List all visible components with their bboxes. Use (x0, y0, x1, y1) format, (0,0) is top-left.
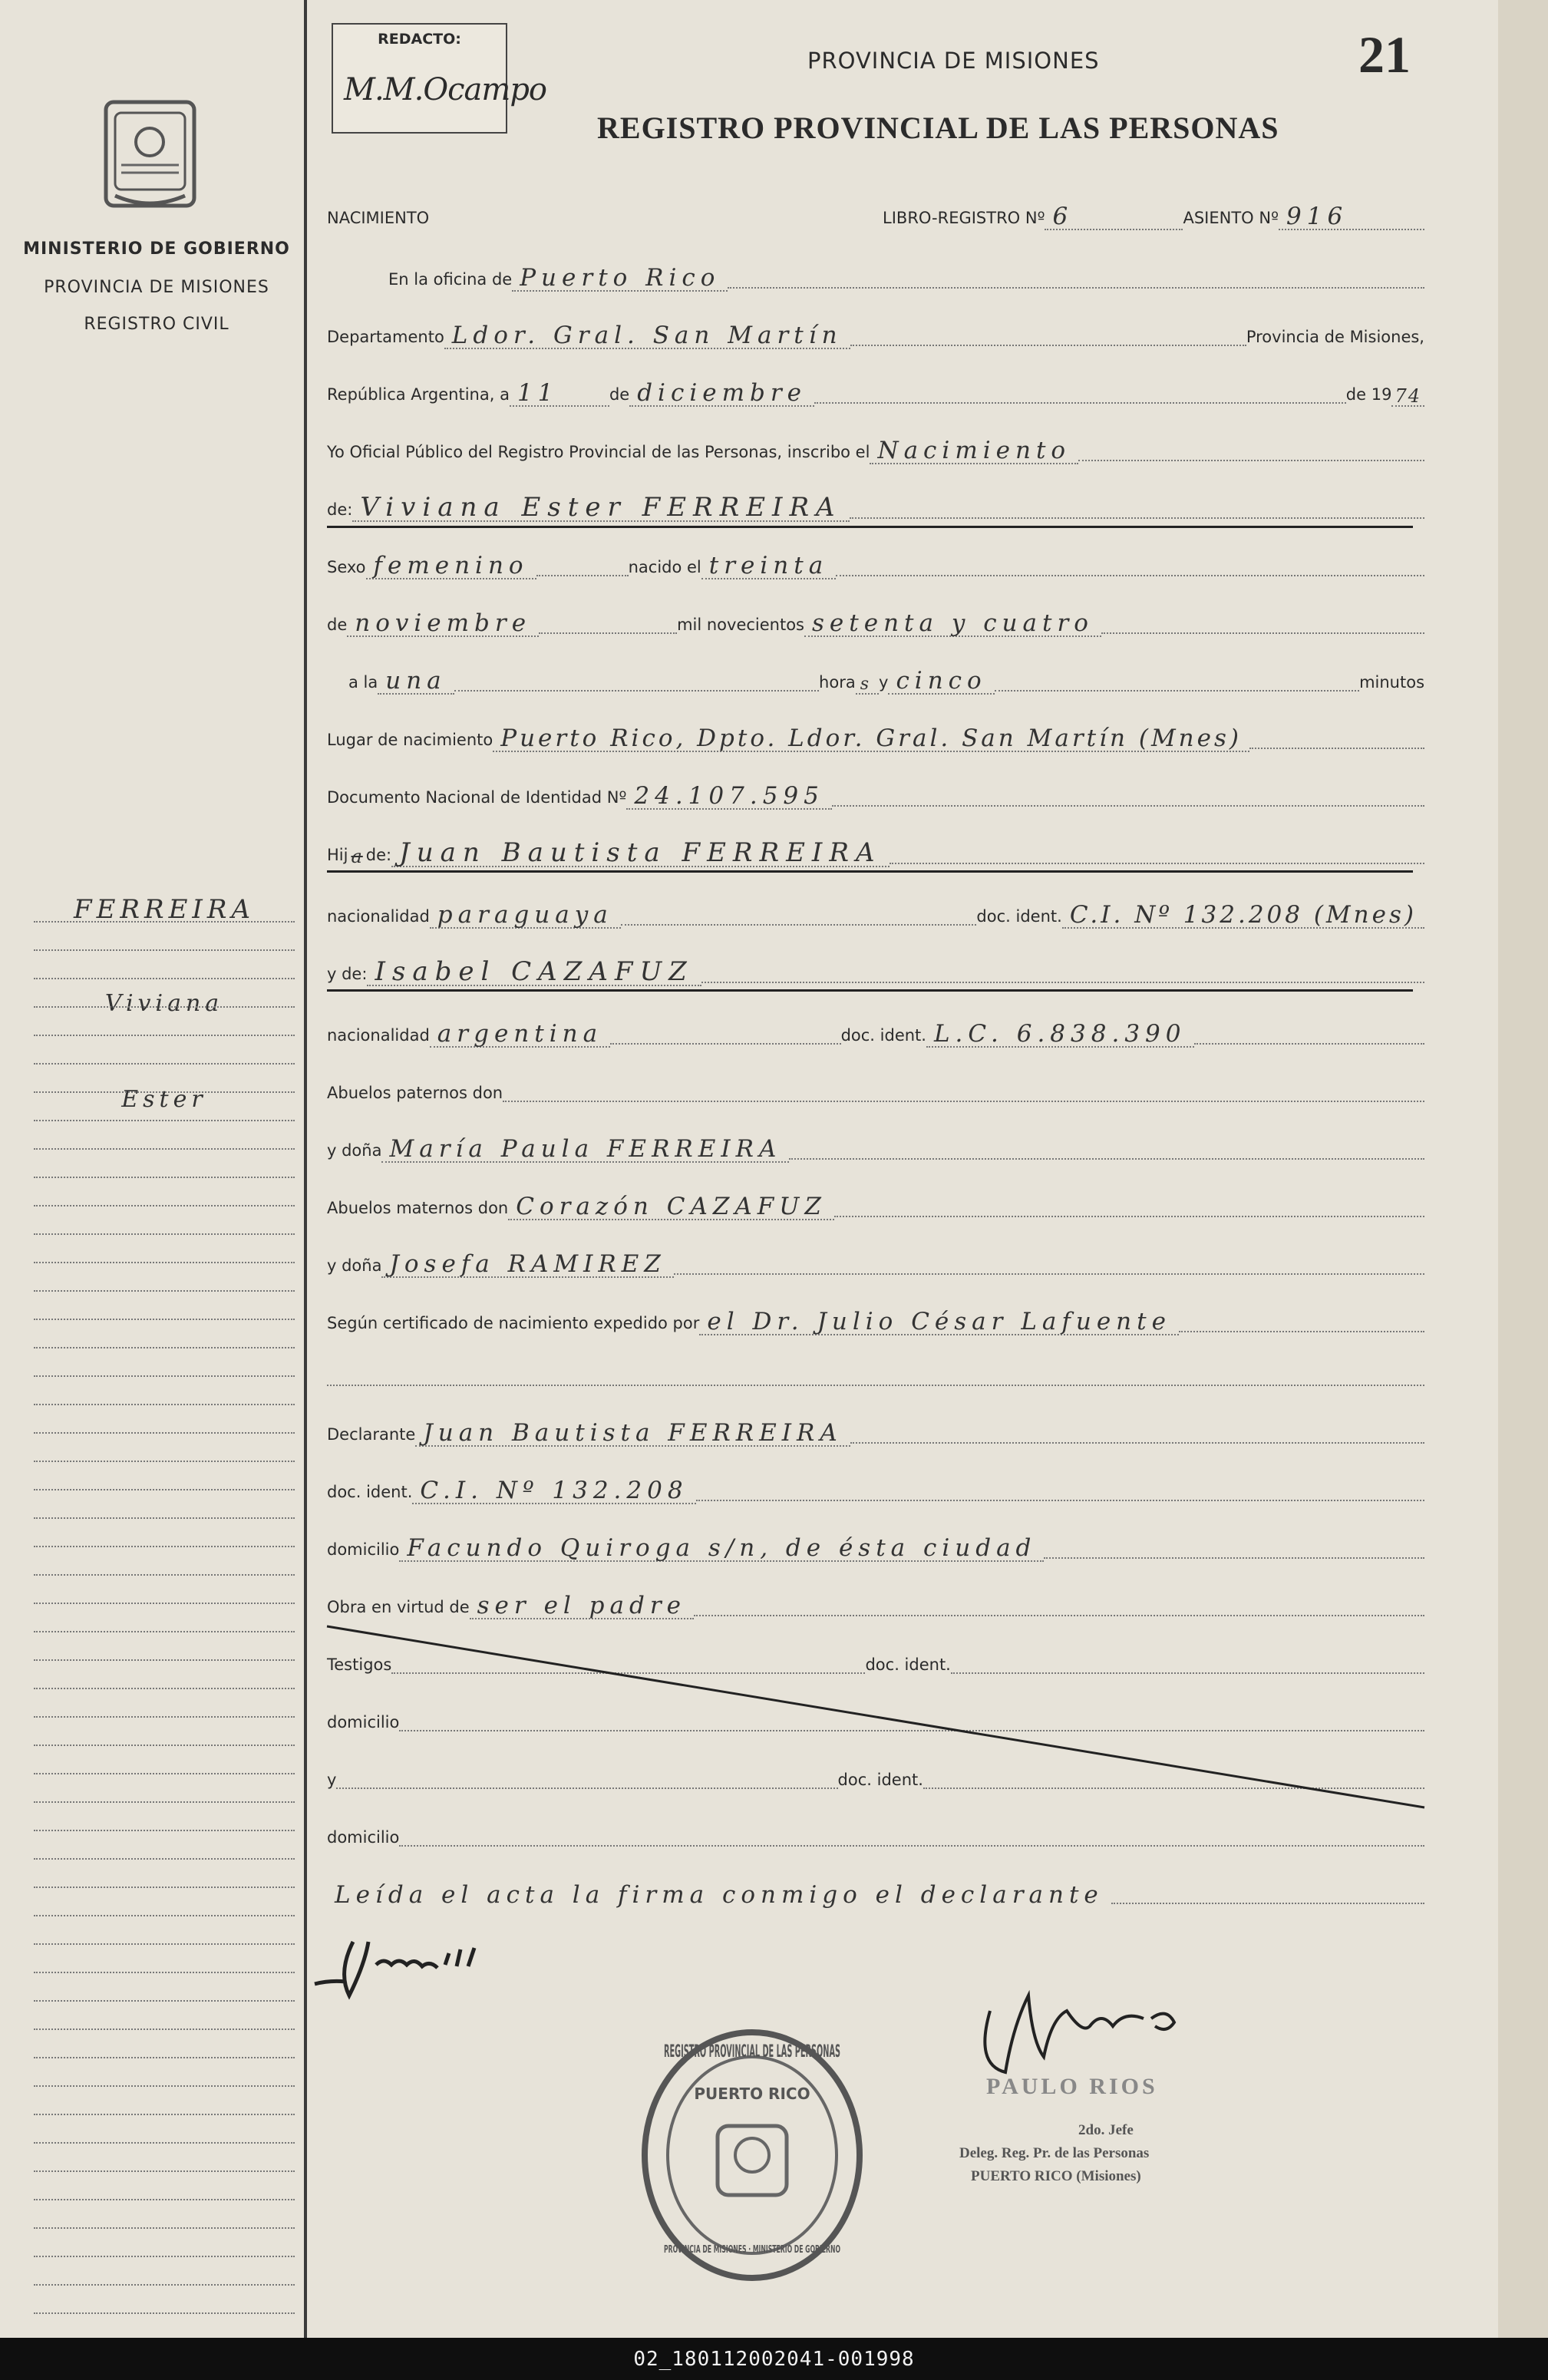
row-nacimiento-mes (327, 606, 1424, 637)
de-label: de (609, 385, 630, 404)
declarante-label: Declarante (327, 1425, 416, 1444)
row-abuelos-paternos (327, 1074, 1424, 1105)
doc-ident-label: doc. ident. (976, 907, 1062, 926)
inscribo-label: Yo Oficial Público del Registro Provincial de las Personas, inscribo el (327, 443, 870, 461)
margin-ruled-line (34, 1375, 295, 1377)
mes-nac-value: noviembre (347, 612, 539, 637)
anio-label: de 19 (1345, 385, 1392, 404)
minutos-value: cinco (888, 669, 994, 695)
row-sexo (327, 549, 1424, 579)
nacido-value: treinta (701, 554, 836, 579)
margin-ruled-line (34, 1830, 295, 1831)
margin-ruled-line (34, 1574, 295, 1576)
doc-ident-testigo-label: doc. ident. (865, 1655, 951, 1674)
y-label: y (879, 673, 889, 692)
madre-value: Isabel CAZAFUZ (367, 959, 701, 986)
sexo-value: femenino (366, 554, 536, 579)
minutos-label: minutos (1359, 673, 1425, 692)
doc-ident-testigo2-label: doc. ident. (837, 1771, 923, 1789)
margin-ruled-line (34, 1120, 295, 1121)
margin-ruled-line (34, 1943, 295, 1945)
margin-ruled-line (34, 1347, 295, 1348)
dni-label: Documento Nacional de Identidad Nº (327, 788, 627, 807)
redacto-label: REDACTO: (378, 31, 461, 48)
margin-ruled-line (34, 1773, 295, 1774)
de2-label: de: (327, 500, 353, 519)
libro-value: 6 (1045, 205, 1183, 230)
margin-ruled-line (34, 1319, 295, 1320)
margin-ruled-line (34, 2256, 295, 2257)
row-declarante (327, 1416, 1424, 1447)
margin-ruled-line (34, 2199, 295, 2200)
ala-label: a la (348, 673, 378, 692)
margin-ruled-line (34, 1006, 295, 1008)
certificado-value: el Dr. Julio César Lafuente (699, 1310, 1179, 1335)
officer-office: Deleg. Reg. Pr. de las Personas (959, 2145, 1150, 2161)
row-abuelos-maternos (327, 1190, 1424, 1220)
ydona2-label: y doña (327, 1256, 382, 1275)
margin-ruled-line (34, 1546, 295, 1547)
ydona-label: y doña (327, 1141, 382, 1160)
margin-ruled-line (34, 1063, 295, 1065)
row-certificado (327, 1305, 1424, 1335)
row-libro (327, 200, 1424, 230)
oficina-label: En la oficina de (388, 270, 513, 289)
abuelos-pat-label: Abuelos paternos don (327, 1084, 503, 1102)
nombre-value: Viviana Ester FERREIRA (352, 494, 849, 522)
margin-ruled-line (34, 2114, 295, 2115)
margin-ruled-line (34, 2000, 295, 2002)
hij-label-a: Hij (327, 846, 348, 864)
header-title: REGISTRO PROVINCIAL DE LAS PERSONAS (597, 111, 1279, 145)
nacionalidad2-label: nacionalidad (327, 1026, 430, 1045)
row-cierre (327, 1877, 1424, 1907)
margin-ruled-line (34, 1177, 295, 1178)
margin-ruled-line (34, 2170, 295, 2172)
margin-ruled-line (34, 1461, 295, 1462)
margin-ruled-line (34, 1745, 295, 1746)
provincia-suffix: Provincia de Misiones, (1246, 328, 1424, 346)
ministry-label: MINISTERIO DE GOBIERNO (23, 239, 290, 259)
margin-first-name: Viviana (104, 990, 224, 1017)
margin-ruled-line (34, 1233, 295, 1235)
margin-ruled-line (34, 2142, 295, 2144)
officer-role: 2do. Jefe (1078, 2122, 1134, 2138)
margin-ruled-line (34, 1404, 295, 1405)
stamp-bottom-text: PROVINCIA DE MISIONES · MINISTERIO DE GOBIERNO (664, 2244, 840, 2256)
margin-ruled-line (34, 2028, 295, 2030)
margin-ruled-line (34, 2085, 295, 2087)
doc-ident2-label: doc. ident. (327, 1483, 413, 1501)
nacionalidad-label: nacionalidad (327, 907, 430, 926)
cancel-diagonal-line (327, 1625, 1424, 1809)
margin-ruled-line (34, 1432, 295, 1434)
margin-ruled-line (34, 1887, 295, 1888)
abuelos-mat-label: Abuelos maternos don (327, 1199, 509, 1217)
margin-ruled-line (34, 1688, 295, 1689)
nacido-label: nacido el (628, 558, 701, 576)
footer-document-id: 02_180112002041-001998 (0, 2338, 1548, 2380)
margin-ruled-line (34, 1603, 295, 1604)
declarante-value: Juan Bautista FERREIRA (415, 1421, 850, 1447)
padre-underline (327, 870, 1413, 873)
margin-ruled-line (34, 1035, 295, 1036)
row-oficina (327, 261, 1424, 292)
margin-ruled-line (34, 1290, 295, 1292)
row-obra (327, 1589, 1424, 1619)
obra-value: ser el padre (470, 1594, 694, 1619)
margin-second-name: Ester (121, 1086, 207, 1113)
officer-name: PAULO RIOS (986, 2074, 1158, 2099)
margin-ruled-line (34, 1148, 295, 1150)
registry-label: REGISTRO CIVIL (84, 315, 229, 334)
domicilio-value: Facundo Quiroga s/n, de ésta ciudad (399, 1537, 1044, 1562)
abuela-mat-value: Josefa RAMIREZ (381, 1253, 673, 1278)
domicilio-label: domicilio (327, 1540, 400, 1559)
row-abuela-materna (327, 1247, 1424, 1278)
abuelo-mat-value: Corazón CAZAFUZ (508, 1195, 834, 1220)
de3-label: de (327, 616, 348, 634)
y2-label: y (327, 1771, 337, 1789)
padre-doc-value: C.I. Nº 132.208 (Mnes) (1062, 903, 1424, 929)
misiones-coat-of-arms-icon (98, 96, 202, 215)
row-declarante-doc (327, 1474, 1424, 1504)
row-nombre (327, 491, 1424, 522)
sexo-label: Sexo (327, 558, 366, 576)
row-padre-nacionalidad (327, 898, 1424, 929)
yde-label: y de: (327, 965, 368, 983)
row-abuela-paterna (327, 1132, 1424, 1163)
hora-label: hora (819, 673, 856, 692)
margin-ruled-line (34, 1716, 295, 1718)
margin-ruled-line (34, 2057, 295, 2058)
mil-label: mil novecientos (677, 616, 805, 634)
folio-number: 21 (1358, 25, 1411, 84)
margin-ruled-line (34, 1517, 295, 1519)
margin-ruled-line (34, 1205, 295, 1207)
row-madre-nacionalidad (327, 1017, 1424, 1048)
testigos-label: Testigos (327, 1655, 392, 1674)
asiento-value: 916 (1279, 205, 1424, 230)
row-domicilio (327, 1531, 1424, 1562)
obra-label: Obra en virtud de (327, 1598, 470, 1616)
margin-ruled-line (34, 1091, 295, 1093)
official-seal-stamp-icon (637, 2026, 867, 2283)
type-label: NACIMIENTO (327, 209, 430, 227)
margin-ruled-line (34, 1915, 295, 1916)
lugar-label: Lugar de nacimiento (327, 731, 493, 749)
stamp-outer-text: REGISTRO PROVINCIAL DE LAS PERSONAS (664, 2042, 840, 2061)
margin-ruled-line (34, 1631, 295, 1632)
anio-value: 74 (1391, 387, 1424, 407)
margin-ruled-line (34, 1858, 295, 1860)
dni-value: 24.107.595 (626, 784, 832, 810)
page-edge (1498, 0, 1548, 2338)
cierre-value: Leída el acta la firma conmigo el declarante (335, 1881, 1104, 1909)
margin-ruled-line (34, 978, 295, 979)
row-testigo2-domicilio (327, 1819, 1424, 1850)
declarante-doc-value: C.I. Nº 132.208 (412, 1479, 695, 1504)
madre-doc-value: L.C. 6.838.390 (926, 1022, 1194, 1048)
abuela-pat-value: María Paula FERREIRA (381, 1137, 789, 1163)
margin-ruled-line (34, 921, 295, 923)
margin-ruled-line (34, 1972, 295, 1973)
asiento-label: ASIENTO Nº (1183, 209, 1279, 227)
stamp-inner-text: PUERTO RICO (694, 2085, 810, 2103)
row-departamento (327, 319, 1424, 349)
lugar-value: Puerto Rico, Dpto. Ldor. Gral. San Martín (Mnes) (493, 727, 1249, 752)
republica-label: República Argentina, a (327, 385, 510, 404)
row-certificado-cont (327, 1358, 1424, 1389)
dia-value: 11 (510, 381, 609, 407)
hij-label-b: de: (365, 846, 392, 864)
row-inscribo (327, 434, 1424, 464)
margin-ruled-line (34, 1801, 295, 1803)
row-fecha (327, 376, 1424, 407)
row-dni (327, 779, 1424, 810)
madre-nac-value: argentina (430, 1022, 610, 1048)
hora-value: una (378, 669, 454, 695)
row-padre (327, 837, 1424, 867)
margin-ruled-line (34, 2227, 295, 2229)
row-madre (327, 956, 1424, 986)
margin-ruled-line (34, 1262, 295, 1263)
officer-signature-icon (959, 1965, 1220, 2080)
madre-underline (327, 989, 1413, 992)
hora-s: s (856, 676, 879, 695)
margin-ruled-line (34, 949, 295, 951)
row-lugar (327, 721, 1424, 752)
margin-ruled-line (34, 1489, 295, 1490)
padre-nac-value: paraguaya (430, 903, 621, 929)
anio-nac-value: setenta y cuatro (804, 612, 1101, 637)
margin-ruled-line (34, 1659, 295, 1661)
libro-label: LIBRO-REGISTRO Nº (883, 209, 1045, 227)
domicilio-testigo2-label: domicilio (327, 1828, 400, 1847)
margin-surname: FERREIRA (73, 894, 255, 925)
header-province: PROVINCIA DE MISIONES (807, 48, 1100, 74)
oficina-value: Puerto Rico (512, 266, 728, 292)
province-label: PROVINCIA DE MISIONES (44, 278, 269, 297)
domicilio-testigo-label: domicilio (327, 1713, 400, 1731)
padre-value: Juan Bautista FERREIRA (391, 840, 889, 867)
officer-place: PUERTO RICO (Misiones) (971, 2168, 1141, 2184)
hij-label-suffix: a (351, 846, 363, 867)
departamento-value: Ldor. Gral. San Martín (444, 324, 850, 349)
certificado-label: Según certificado de nacimiento expedido por (327, 1314, 700, 1332)
departamento-label: Departamento (327, 328, 444, 346)
redacto-signature: M.M.Ocampo (344, 72, 547, 107)
nombre-underline (327, 526, 1413, 528)
declarant-signature-icon (307, 1911, 568, 2011)
doc-ident-label-2: doc. ident. (840, 1026, 926, 1045)
margin-ruled-line (34, 2284, 295, 2286)
inscribo-value: Nacimiento (870, 439, 1078, 464)
row-hora (327, 664, 1424, 695)
margin-ruled-line (34, 2312, 295, 2314)
redacto-box (332, 23, 547, 134)
mes-value: diciembre (629, 381, 814, 407)
